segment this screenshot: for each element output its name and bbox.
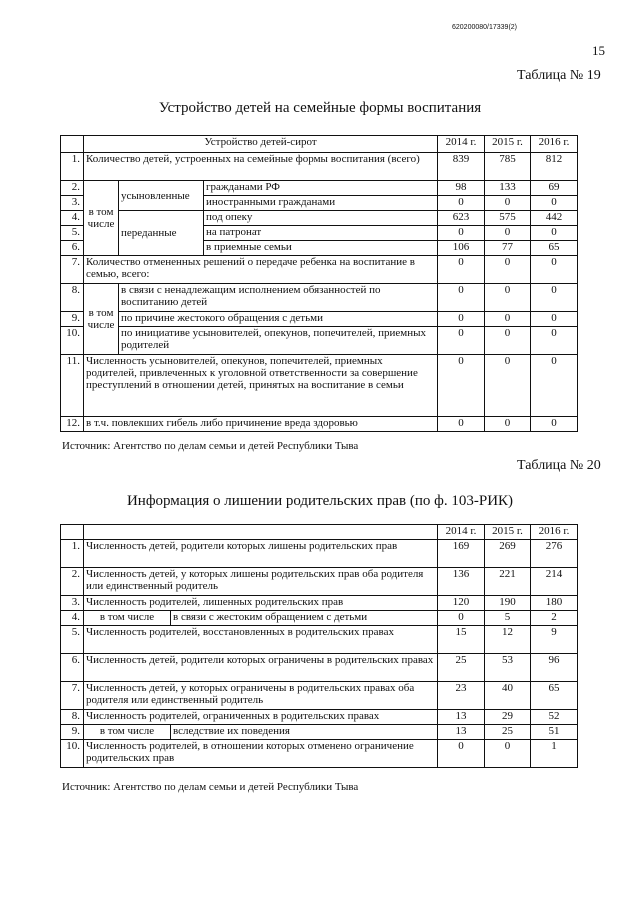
t19-cell: 0 [438, 417, 485, 432]
t19-row-num: 6. [61, 241, 84, 256]
t20-cell: 9 [531, 626, 578, 654]
t20-cell: 120 [438, 596, 485, 611]
t19-cell: 65 [531, 241, 578, 256]
t19-row-text: иностранными гражданами [204, 196, 438, 211]
t20-cell: 2 [531, 611, 578, 626]
t19-row-num: 4. [61, 211, 84, 226]
t20-cell: 13 [438, 725, 485, 740]
t20-cell: 214 [531, 568, 578, 596]
t20-cell: 65 [531, 682, 578, 710]
t19-cell: 0 [438, 284, 485, 312]
t20-cell: 40 [485, 682, 531, 710]
t20-row-text: Численность детей, родители которых лишены родительских прав [84, 540, 438, 568]
t20-row-num: 1. [61, 540, 84, 568]
t19-header-2015: 2015 г. [485, 136, 531, 153]
t19-cell: 0 [438, 327, 485, 355]
t20-cell: 0 [438, 740, 485, 768]
t19-cell: 0 [485, 312, 531, 327]
t19-row-text: на патронат [204, 226, 438, 241]
t19-cell: 839 [438, 153, 485, 181]
t19-row-num: 2. [61, 181, 84, 196]
t19-row-num: 9. [61, 312, 84, 327]
t19-cell: 0 [531, 327, 578, 355]
t19-row-text: Количество детей, устроенных на семейные формы воспитания (всего) [84, 153, 438, 181]
t20-row-text: Численность детей, у которых ограничены в родительских правах оба родителя или единственный родитель [84, 682, 438, 710]
t20-row-text: Численность родителей, восстановленных в родительских правах [84, 626, 438, 654]
t19-row-num: 3. [61, 196, 84, 211]
table-19-source: Источник: Агентство по делам семьи и детей Республики Тыва [62, 440, 359, 452]
t19-cell: 623 [438, 211, 485, 226]
t19-cell: 0 [438, 355, 485, 417]
t20-row-num: 3. [61, 596, 84, 611]
t20-row-text: вследствие их поведения [171, 725, 438, 740]
t19-row-text: в приемные семьи [204, 241, 438, 256]
table-20-title: Информация о лишении родительских прав (по ф. 103-РИК) [126, 493, 514, 509]
t19-row-num: 7. [61, 256, 84, 284]
t19-cell: 0 [531, 355, 578, 417]
t19-row-num: 11. [61, 355, 84, 417]
t19-cell: 0 [485, 256, 531, 284]
t19-cell: 0 [485, 226, 531, 241]
t20-cell: 1 [531, 740, 578, 768]
t19-row-text: Количество отмененных решений о передаче ребенка на воспитание в семью, всего: [84, 256, 438, 284]
table-20-source: Источник: Агентство по делам семьи и детей Республики Тыва [62, 781, 359, 793]
t20-cell: 13 [438, 710, 485, 725]
t19-cell: 575 [485, 211, 531, 226]
t19-row-text: по причине жестокого обращения с детьми [119, 312, 438, 327]
t19-cell: 0 [531, 312, 578, 327]
t20-cell: 5 [485, 611, 531, 626]
t20-row-text: Численность детей, родители которых ограничены в родительских правах [84, 654, 438, 682]
t19-row-text: гражданами РФ [204, 181, 438, 196]
t19-cell: 0 [438, 196, 485, 211]
t20-cell: 269 [485, 540, 531, 568]
t19-row-num: 5. [61, 226, 84, 241]
t20-row-text: Численность детей, у которых лишены родительских прав оба родителя или единственный родитель [84, 568, 438, 596]
t20-row-num: 10. [61, 740, 84, 768]
page-number: 15 [592, 43, 605, 58]
t19-cell: 98 [438, 181, 485, 196]
t19-cell: 812 [531, 153, 578, 181]
t20-cell: 136 [438, 568, 485, 596]
t19-row-text: в связи с ненадлежащим исполнением обязанностей по воспитанию детей [119, 284, 438, 312]
t19-cell: 0 [438, 226, 485, 241]
t20-cell: 51 [531, 725, 578, 740]
t19-cell: 0 [438, 312, 485, 327]
t19-cell: 69 [531, 181, 578, 196]
t19-cell: 0 [531, 226, 578, 241]
t19-row-text: Численность усыновителей, опекунов, попечителей, приемных родителей, привлеченных к уголовной ответственности за совершение преступлений в отношении детей, принятых на воспитание в семьи [84, 355, 438, 417]
table-19-title: Устройство детей на семейные формы воспитания [158, 100, 482, 116]
t20-cell: 96 [531, 654, 578, 682]
t20-row-num: 9. [61, 725, 84, 740]
t19-header-2016: 2016 г. [531, 136, 578, 153]
t20-header-blank [84, 525, 438, 540]
t20-cell: 180 [531, 596, 578, 611]
t20-header-2016: 2016 г. [531, 525, 578, 540]
t20-cell: 221 [485, 568, 531, 596]
t19-cell: 785 [485, 153, 531, 181]
table-19 [60, 135, 578, 432]
t20-row-num: 4. [61, 611, 84, 626]
t19-cell: 106 [438, 241, 485, 256]
t19-cell: 0 [531, 284, 578, 312]
t19-row-num: 1. [61, 153, 84, 181]
t20-header-2015: 2015 г. [485, 525, 531, 540]
t20-cell: 15 [438, 626, 485, 654]
t19-cell: 0 [531, 256, 578, 284]
table-19-label: Таблица № 19 [517, 68, 601, 83]
t20-cell: 23 [438, 682, 485, 710]
document-id: 620200080/17339(2) [452, 24, 518, 31]
t19-row-text: по инициативе усыновителей, опекунов, попечителей, приемных родителей [119, 327, 438, 355]
t20-row-text: в связи с жестоким обращением с детьми [171, 611, 438, 626]
t20-cell: 25 [485, 725, 531, 740]
t19-header-category: Устройство детей-сирот [84, 136, 438, 153]
table-20-label: Таблица № 20 [517, 458, 601, 473]
t19-cell: 0 [485, 284, 531, 312]
t20-cell: 169 [438, 540, 485, 568]
t19-cell: 0 [485, 327, 531, 355]
t20-row-text: Численность родителей, в отношении которых отменено ограничение родительских прав [84, 740, 438, 768]
t19-row-num: 8. [61, 284, 84, 312]
t20-cell: 0 [485, 740, 531, 768]
t20-row-num: 2. [61, 568, 84, 596]
t19-cell: 0 [531, 196, 578, 211]
t20-cell: 12 [485, 626, 531, 654]
t19-cell: 0 [485, 355, 531, 417]
t19-row-text: в т.ч. повлекших гибель либо причинение вреда здоровью [84, 417, 438, 432]
t20-cell: 190 [485, 596, 531, 611]
table-20 [60, 524, 578, 768]
t19-cell: 77 [485, 241, 531, 256]
t19-group-in-total-2: в том числе [84, 284, 119, 355]
t19-cell: 133 [485, 181, 531, 196]
t20-row-text: Численность родителей, ограниченных в родительских правах [84, 710, 438, 725]
t19-group-in-total: в том числе [84, 181, 119, 256]
t20-cell: 53 [485, 654, 531, 682]
t20-in-total-label: в том числе [84, 611, 171, 626]
t19-cell: 0 [485, 196, 531, 211]
t19-cell: 442 [531, 211, 578, 226]
t20-row-text: Численность родителей, лишенных родительских прав [84, 596, 438, 611]
t20-row-num: 8. [61, 710, 84, 725]
t20-cell: 25 [438, 654, 485, 682]
t19-header-2014: 2014 г. [438, 136, 485, 153]
t20-cell: 29 [485, 710, 531, 725]
t19-cell: 0 [531, 417, 578, 432]
t20-row-num: 6. [61, 654, 84, 682]
t19-row-num: 10. [61, 327, 84, 355]
t19-row-num: 12. [61, 417, 84, 432]
t19-group-adopted: усыновленные [119, 181, 204, 211]
t20-row-num: 7. [61, 682, 84, 710]
t19-cell: 0 [438, 256, 485, 284]
t20-header-2014: 2014 г. [438, 525, 485, 540]
t20-row-num: 5. [61, 626, 84, 654]
t20-cell: 0 [438, 611, 485, 626]
t20-cell: 276 [531, 540, 578, 568]
t20-in-total-label: в том числе [84, 725, 171, 740]
t19-cell: 0 [485, 417, 531, 432]
t19-group-transferred: переданные [119, 211, 204, 256]
t20-cell: 52 [531, 710, 578, 725]
t19-row-text: под опеку [204, 211, 438, 226]
